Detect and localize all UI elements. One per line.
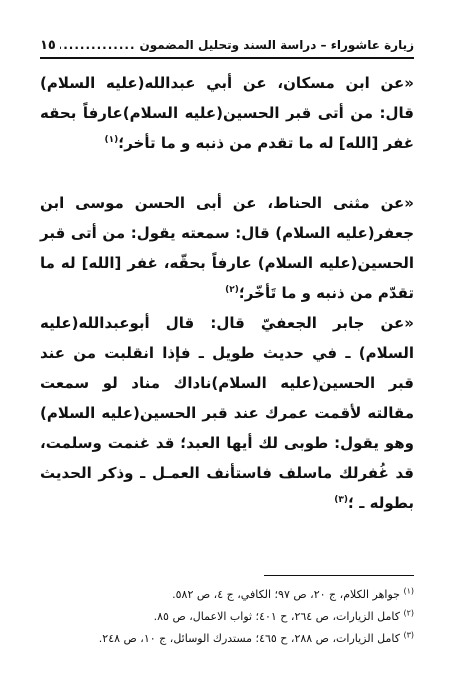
footnote-mark: (٣) [403, 630, 414, 640]
paragraph-text: «عن جابر الجعفيّ قال: قال أبوعبدالله(عليه السلام) ـ في حديث طويل ـ فإذا انقلبت من عند قبر الحسين(عليه السلام)ناداك مناد لو سمعت مقالته لأقمت عمرك عند قبر الحسين(عليه السلام) وهو يقول: طوبى لك أيها العبد؛ قد غنمت وسلمت، قد غُفرلك ماسلف فاستأنف العمـل ـ وذكر الحديث بطوله ـ ؛ [40, 314, 414, 512]
footnote-ref: (٣) [334, 495, 349, 505]
header-title: زيارة عاشوراء – دراسة السند وتحليل المضمون [139, 38, 414, 52]
footnote-text: كامل الزيارات، ص ٢٦٤، ح ٤٠١؛ ثواب الاعمال، ص ٨٥. [153, 610, 400, 623]
hadith-paragraph-3 [40, 308, 414, 518]
main-text [40, 68, 414, 518]
footnotes [40, 584, 414, 650]
footnote-2 [40, 606, 414, 628]
hadith-paragraph-1 [40, 68, 414, 158]
paragraph-text: «عن ابن مسكان، عن أبي عبدالله(عليه السلام) قال: من أتى قبر الحسين(عليه السلام)عارفاً بحقه غفر [الله] له ما تقدم من ذنبه و ما تأخر؛ [40, 74, 414, 152]
footnote-ref: (٢) [225, 285, 239, 295]
header-divider [40, 57, 414, 59]
running-header [40, 34, 414, 56]
footnote-mark: (٢) [403, 608, 414, 618]
footnote-mark: (١) [403, 586, 414, 596]
footnote-text: كامل الزيارات، ص ٢٨٨، ح ٤٦٥؛ مستدرك الوسائل، ج ١٠، ص ٢٤٨. [98, 632, 400, 645]
footnote-text: جواهر الكلام، ج ٢٠، ص ٩٧؛ الكافي، ج ٤، ص ٥٨٢. [172, 588, 400, 601]
header-leader-dots [60, 38, 136, 52]
footnote-ref: (١) [104, 135, 119, 145]
footnote-divider [264, 575, 414, 576]
paragraph-spacer [40, 158, 414, 188]
footnote-1 [40, 584, 414, 606]
page-number: ١٥ [40, 37, 56, 53]
paragraph-text: «عن مثنى الحناط، عن أبى الحسن موسى ابن جعفر(عليه السلام) قال: سمعته يقول: من أتى قبر الحسين(عليه السلام) عارفاً بحقّه، غفر [الله] له ما تقدّم من ذنبه و ما تَأخّر؛ [40, 194, 414, 302]
footnote-3 [40, 628, 414, 650]
hadith-paragraph-2 [40, 188, 414, 308]
